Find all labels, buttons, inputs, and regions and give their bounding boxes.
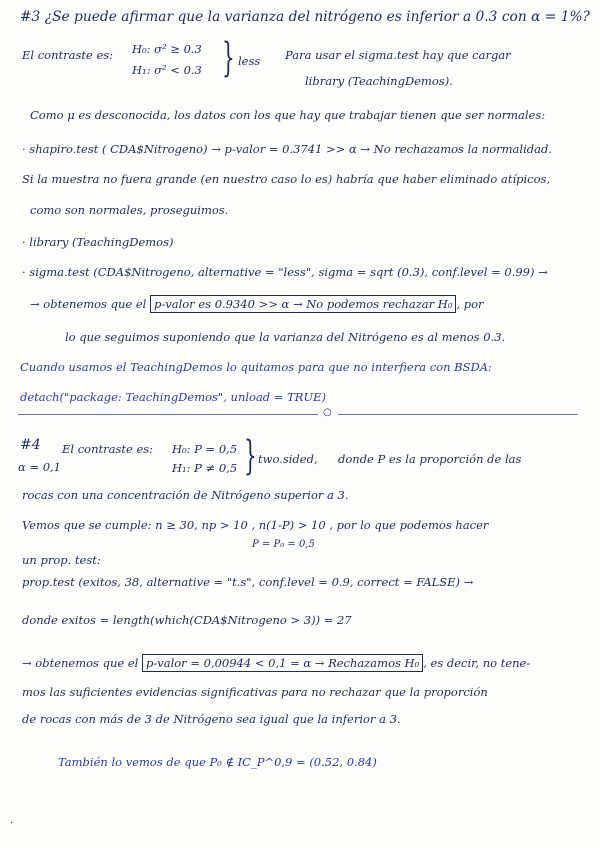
result-prefix-4: → obtenemos que el <box>22 656 139 670</box>
note-library: library (TeachingDemos). <box>305 74 453 88</box>
alt-hypothesis-4: H₁: P ≠ 0,5 <box>172 461 238 475</box>
successes-definition: donde exitos = length(which(CDA$Nitrogeno > 3)) = 27 <box>22 613 352 627</box>
null-hypothesis-4: H₀: P = 0,5 <box>172 442 238 456</box>
p-value-box-4: p-valor = 0,00944 < 0,1 = α → Rechazamos H₀ <box>142 654 423 672</box>
p-value-box-3: p-valor es 0.9340 >> α → No podemos rechazar H₀ <box>150 295 456 313</box>
contrast-label-4: El contraste es: <box>62 442 154 456</box>
conditions-line: Vemos que se cumple: n ≥ 30, np > 10 , n(1-P) > 10 , por lo que podemos hacer <box>22 518 489 532</box>
conclusion-3: lo que seguimos suponiendo que la varianza del Nitrógeno es al menos 0.3. <box>65 330 506 344</box>
problem-3-title: #3 ¿Se puede afirmar que la varianza del nitrógeno es inferior a 0.3 con α = 1%? <box>20 9 590 25</box>
note-sigma-test: Para usar el sigma.test hay que cargar <box>285 48 511 62</box>
alternative-type-3: less <box>238 54 261 68</box>
null-hypothesis-3: H₀: σ² ≥ 0.3 <box>132 42 202 56</box>
proportion-definition-cont: rocas con una concentración de Nitrógeno superior a 3. <box>22 488 349 502</box>
normality-intro: Como μ es desconocida, los datos con los que hay que trabajar tienen que ser normales: <box>30 108 546 122</box>
result-prefix-3: → obtenemos que el <box>30 297 147 311</box>
divider-right <box>338 414 578 415</box>
detach-command: detach("package: TeachingDemos", unload = TRUE) <box>20 390 327 404</box>
conclusion-4: mos las suficientes evidencias significativas para no rechazar que la proporción <box>22 685 488 699</box>
problem-4-title: #4 <box>20 437 41 453</box>
conclusion-4-cont: de rocas con más de 3 de Nitrógeno sea igual que la inferior a 3. <box>22 712 401 726</box>
detach-note: Cuando usamos el TeachingDemos lo quitamos para que no interfiera con BSDA: <box>20 360 492 374</box>
prop-test-command: prop.test (exitos, 38, alternative = "t.s", conf.level = 0.9, correct = FALSE) → <box>22 575 474 589</box>
outliers-line: Si la muestra no fuera grande (en nuestro caso lo es) habría que haber eliminado atípicos, <box>22 172 551 186</box>
divider-circle-icon: ○ <box>323 407 332 418</box>
page-mark: · <box>10 818 14 829</box>
prop-test-intro: un prop. test: <box>22 553 101 567</box>
continue-line: como son normales, proseguimos. <box>30 203 229 217</box>
divider-left <box>18 414 318 415</box>
alt-hypothesis-3: H₁: σ² < 0.3 <box>132 63 202 77</box>
result-suffix-3: , por <box>456 297 484 311</box>
library-line: · library (TeachingDemos) <box>22 235 174 249</box>
result-suffix-4: , es decir, no tene- <box>423 656 531 670</box>
proportion-definition: donde P es la proporción de las <box>338 452 522 466</box>
brace-icon: } <box>244 433 257 479</box>
result-line-4 <box>22 656 530 670</box>
shapiro-line: · shapiro.test ( CDA$Nitrogeno) → p-valor = 0.3741 >> α → No rechazamos la normalidad. <box>22 142 552 156</box>
brace-icon: } <box>222 35 235 81</box>
alpha-4: α = 0,1 <box>18 460 62 474</box>
contrast-label-3: El contraste es: <box>22 48 114 62</box>
confidence-interval-note: También lo vemos de que P₀ ∉ IC_P^0,9 = (0.52, 0.84) <box>58 755 377 769</box>
conditions-subscript: P = P₀ = 0,5 <box>252 539 315 550</box>
alternative-type-4: two.sided, <box>258 452 318 466</box>
sigma-test-line: · sigma.test (CDA$Nitrogeno, alternative = "less", sigma = sqrt (0.3), conf.level = 0.99) → <box>22 265 548 279</box>
result-line-3 <box>30 297 484 311</box>
